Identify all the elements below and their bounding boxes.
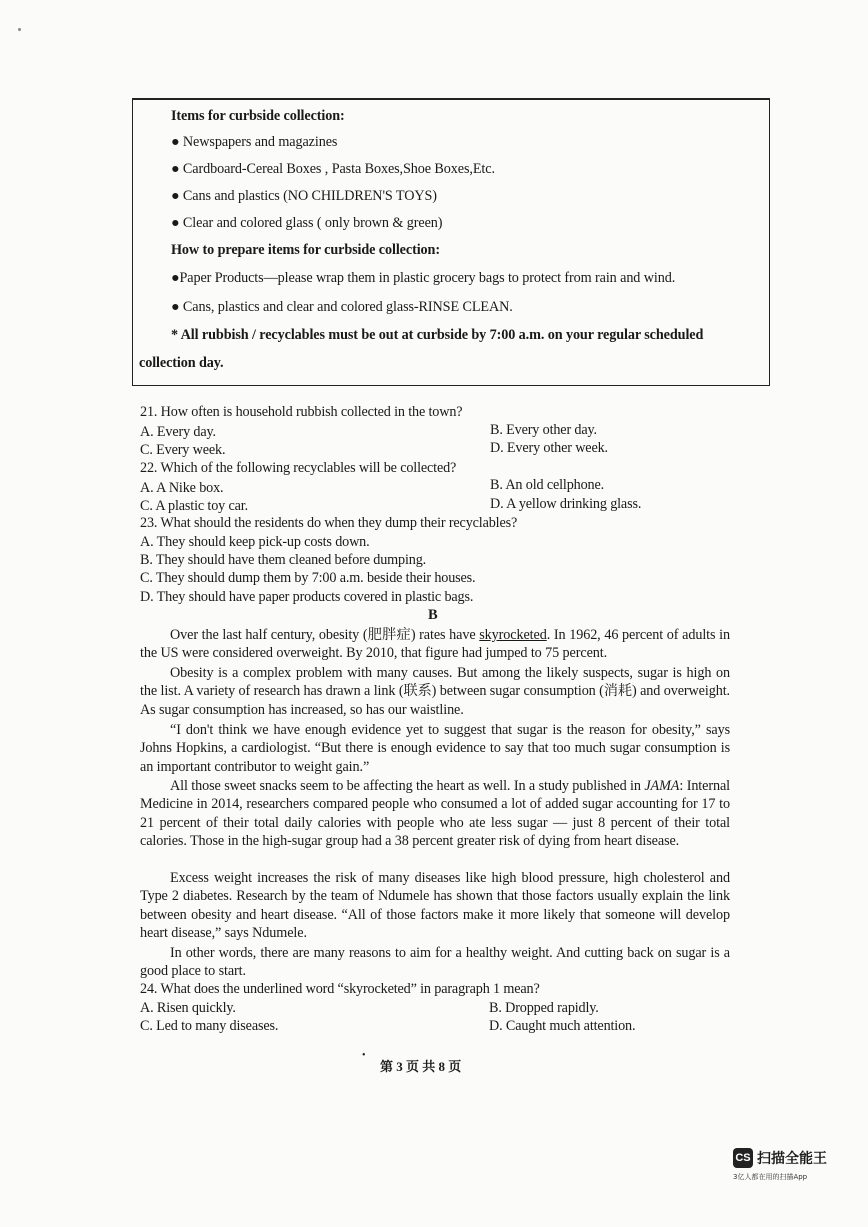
option-a: A. A Nike box. xyxy=(140,480,224,496)
question-23: 23. What should the residents do when they dump their recyclables? xyxy=(140,515,518,531)
section-heading-b: B xyxy=(428,607,438,623)
option-d: D. They should have paper products covered in plastic bags. xyxy=(140,589,474,605)
option-b: B. Dropped rapidly. xyxy=(489,1000,599,1016)
option-b: B. Every other day. xyxy=(490,422,597,438)
option-b: B. They should have them cleaned before dumping. xyxy=(140,552,427,568)
box-note-cont: collection day. xyxy=(139,355,224,371)
scanner-app-name: 扫描全能王 xyxy=(757,1151,827,1167)
scan-speck xyxy=(18,28,21,31)
question-21: 21. How often is household rubbish collected in the town? xyxy=(140,404,463,420)
p4-text-cont: : Internal Medicine in 2014, researchers compared people who consumed a lot of added sugar accounting for 17 to 21 percent of their total daily calories with people who ate less sugar — just 8 percent of their total calories. Those in the high-sugar group had a 38 percent greater risk of dying from heart disease. xyxy=(140,778,731,850)
question-22: 22. Which of the following recyclables will be collected? xyxy=(140,460,457,476)
journal-name: JAMA xyxy=(644,778,680,794)
option-b: B. An old cellphone. xyxy=(490,477,605,493)
option-c: C. They should dump them by 7:00 a.m. beside their houses. xyxy=(140,570,476,586)
option-c: C. Every week. xyxy=(140,442,226,458)
passage-paragraph-4 xyxy=(140,777,730,851)
question-24: 24. What does the underlined word “skyrocketed” in paragraph 1 mean? xyxy=(140,981,540,997)
box-item: ● Clear and colored glass ( only brown & green) xyxy=(171,215,443,231)
box-prep-item: ● Cans, plastics and clear and colored glass-RINSE CLEAN. xyxy=(171,299,513,315)
page-number: 第 3 页 共 8 页 xyxy=(380,1059,462,1074)
option-d: D. A yellow drinking glass. xyxy=(490,496,642,512)
passage-paragraph-5: Excess weight increases the risk of many diseases like high blood pressure, high cholesterol and Type 2 diabetes. Research by the team of Ndumele has shown that those factors usually explain the link between obesity and heart disease. “All of those factors make it more likely that someone will develop heart disease,” says Ndumele. xyxy=(140,870,730,942)
scanner-watermark xyxy=(733,1148,827,1168)
curbside-info-box xyxy=(132,98,770,386)
box-heading-items: Items for curbside collection: xyxy=(171,108,345,124)
passage-paragraph-2: Obesity is a complex problem with many causes. But among the likely suspects, sugar is high on the list. A variety of research has drawn a link (联系) between sugar consumption (消耗) and overweight. As sugar consumption has increased, so has our waistline. xyxy=(140,665,730,718)
passage-paragraph-3: “I don't think we have enough evidence yet to suggest that sugar is the reason for obesity,” says Johns Hopkins, a cardiologist. “But there is enough evidence to say that too much sugar consumption is an important contributor to weight gain.” xyxy=(140,722,730,775)
option-d: D. Every other week. xyxy=(490,440,608,456)
box-item: ● Cans and plastics (NO CHILDREN'S TOYS) xyxy=(171,188,437,204)
scan-mark: • xyxy=(362,1050,366,1061)
option-c: C. Led to many diseases. xyxy=(140,1018,279,1034)
p1-text-cont: . In 1962, 46 percent of adults in the US were considered overweight. By 2010, that figure had jumped to 75 percent. xyxy=(140,627,730,662)
option-c: C. A plastic toy car. xyxy=(140,498,248,514)
box-item: ● Cardboard-Cereal Boxes , Pasta Boxes,Shoe Boxes,Etc. xyxy=(171,161,495,177)
passage-paragraph-1 xyxy=(140,626,730,663)
option-a: A. Every day. xyxy=(140,424,216,440)
underlined-word: skyrocketed xyxy=(479,627,547,643)
option-a: A. Risen quickly. xyxy=(140,1000,236,1016)
option-d: D. Caught much attention. xyxy=(489,1018,636,1034)
p4-text: All those sweet snacks seem to be affecting the heart as well. In a study published in xyxy=(170,778,645,794)
scanner-logo-icon: CS xyxy=(733,1148,753,1168)
p1-text: Over the last half century, obesity (肥胖症) rates have xyxy=(170,627,480,643)
option-a: A. They should keep pick-up costs down. xyxy=(140,534,370,550)
box-item: ● Newspapers and magazines xyxy=(171,134,338,150)
box-note: * All rubbish / recyclables must be out at curbside by 7:00 a.m. on your regular scheduled xyxy=(171,327,704,343)
passage-paragraph-6: In other words, there are many reasons to aim for a healthy weight. And cutting back on sugar is a good place to start. xyxy=(140,945,730,980)
box-heading-prepare: How to prepare items for curbside collection: xyxy=(171,242,440,258)
scanner-tagline: 3亿人都在用的扫描App xyxy=(733,1173,808,1181)
box-prep-item: ●Paper Products—please wrap them in plastic grocery bags to protect from rain and wind. xyxy=(171,270,676,286)
